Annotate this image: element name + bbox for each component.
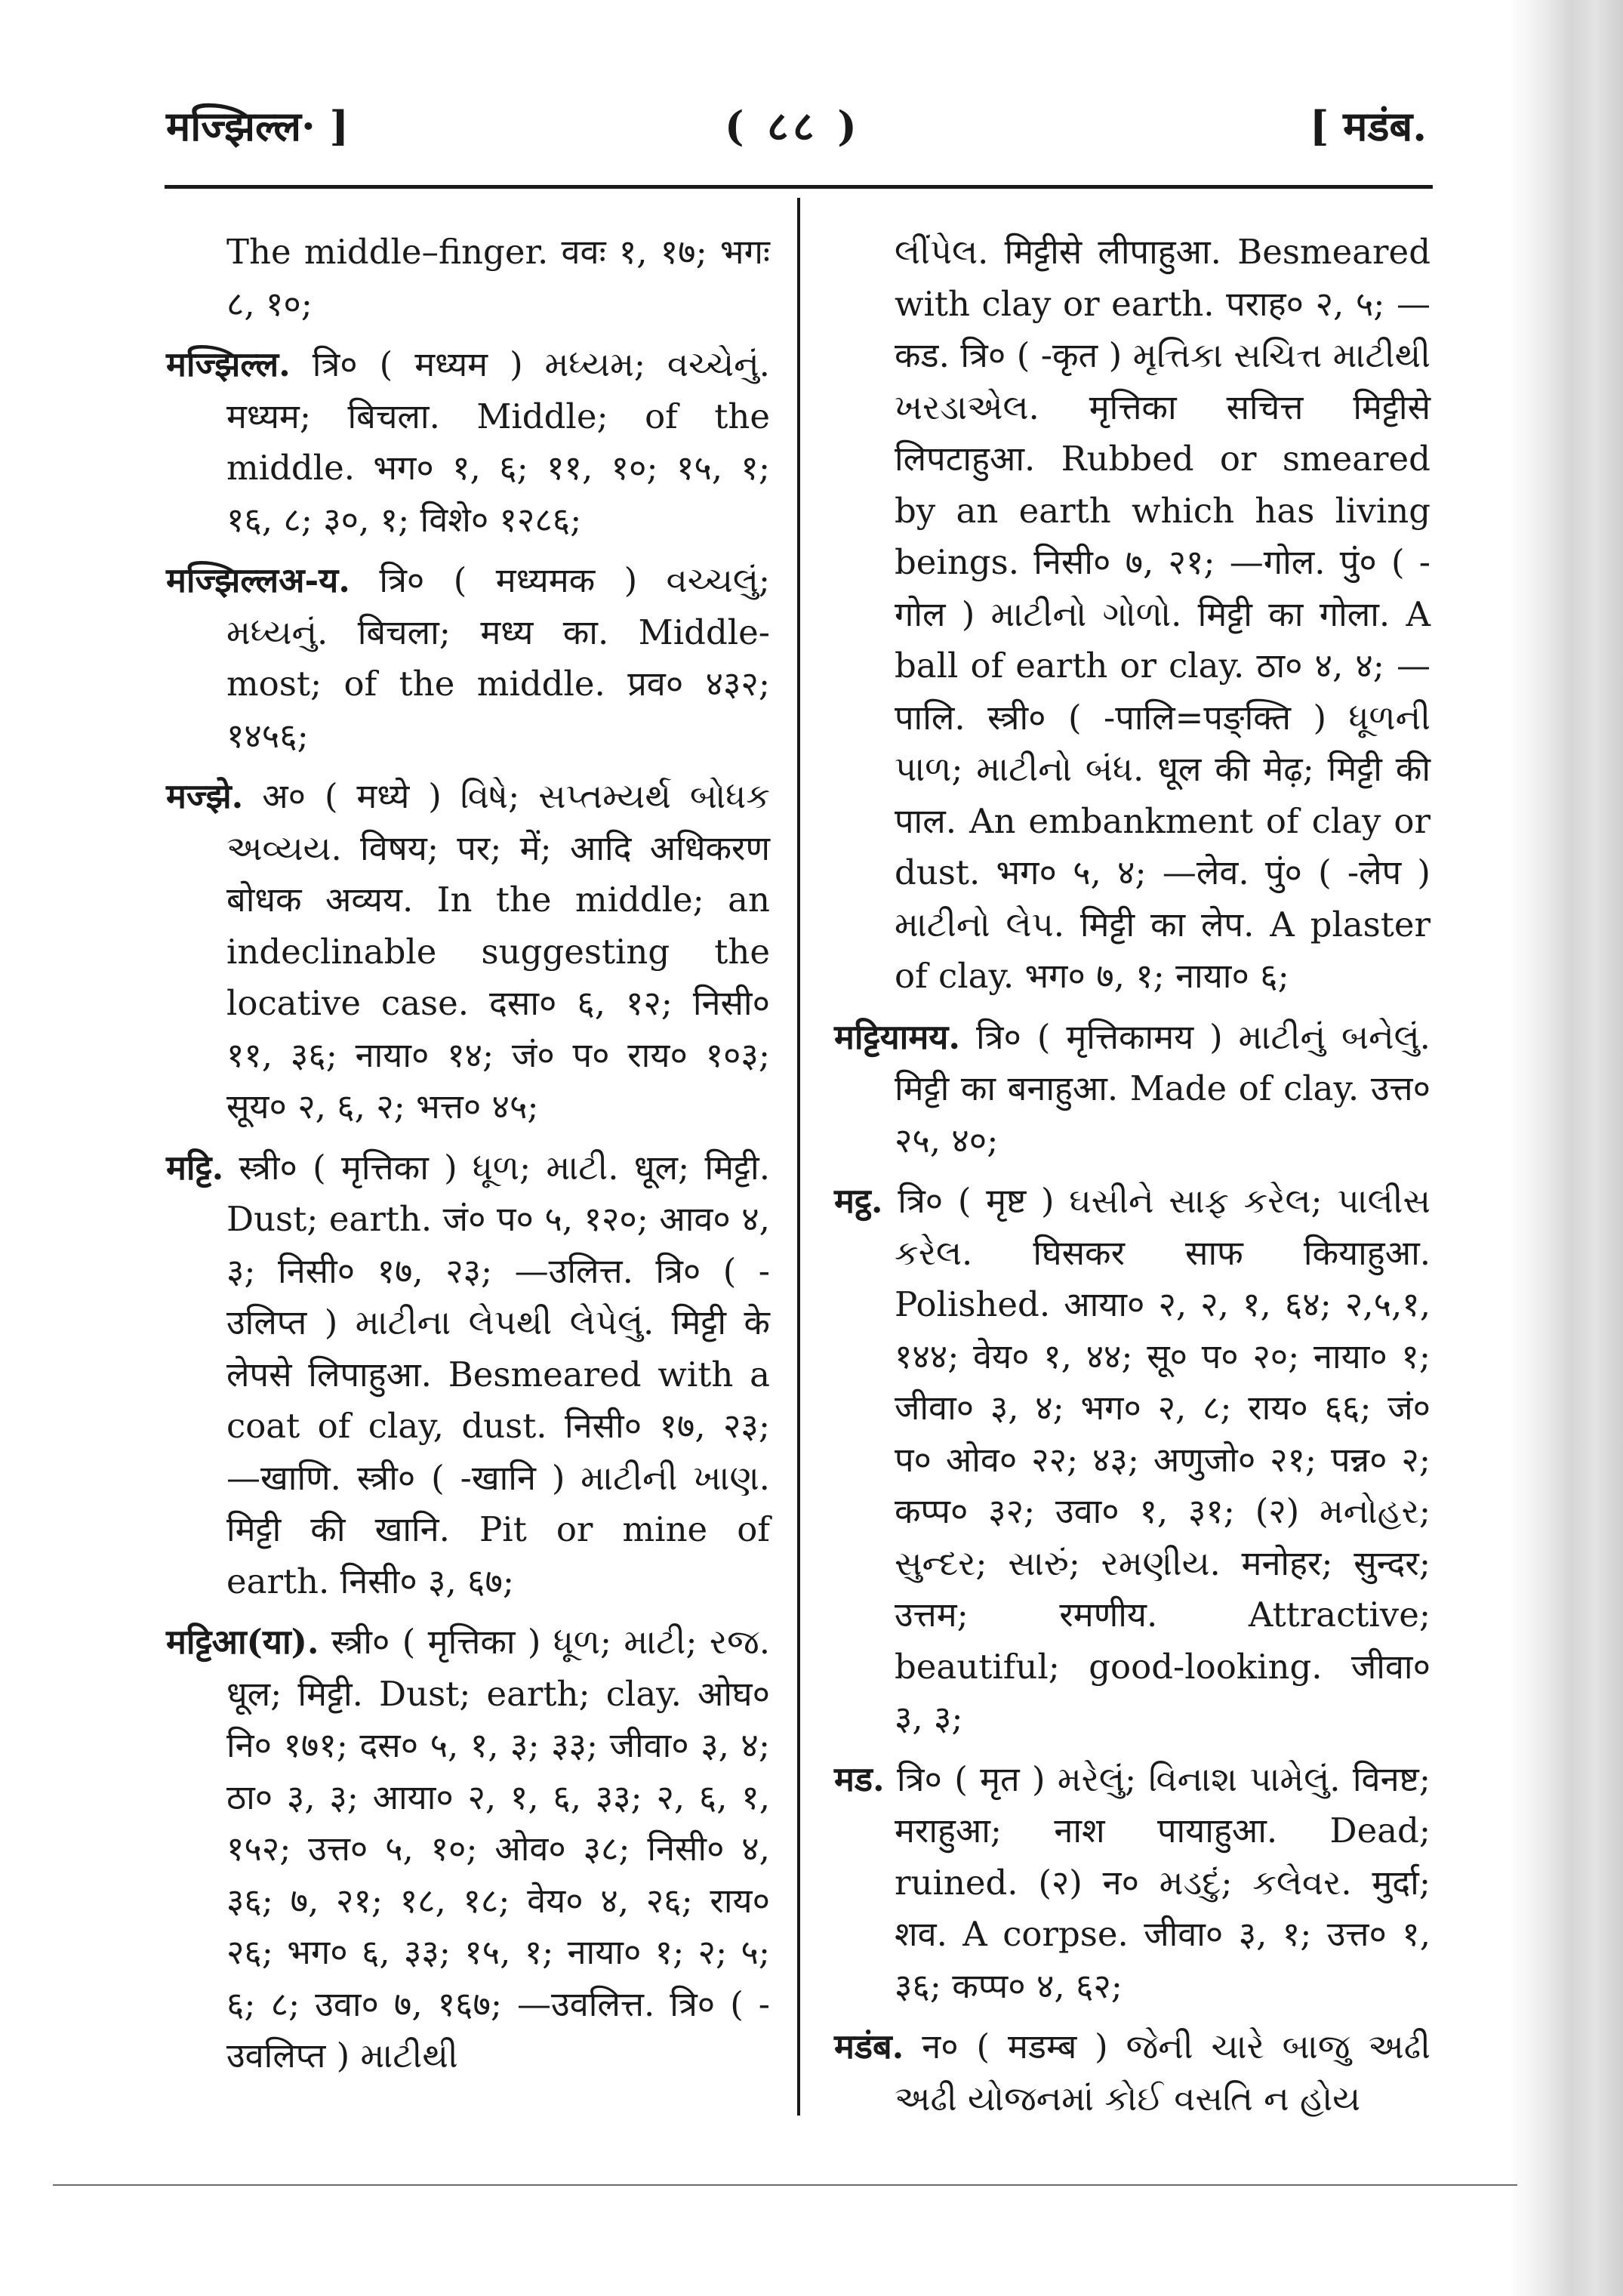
- dictionary-entry: [166, 1616, 770, 2082]
- entry-text: त्रि० ( मृत ) મરેલું; વિનાશ પામેલું. विनष्ट; मराहुआ; नाश पायाहुआ. Dead; ruined. (२) न० મડદું; કલેવર. मुर्दा; शव. A corpse. जीवा० ३, १; उत्त० १, ३६; कप्प० ४, ६२;: [884, 1758, 1431, 2006]
- page-header: [166, 89, 1427, 157]
- left-column: [166, 227, 770, 2091]
- entry-text: त्रि० ( मृष्ट ) ઘસીને સાફ કરેલ; પાલીસ કરેલ. घिसकर साफ कियाहुआ. Polished. आया० २, २, १, ६४; २,५,१, १४४; वेय० १, ४४; सू० प० २०; नाया० १; जीवा० ३, ४; भग० २, ८; राय० ६६; जं० प० ओव० २२; ४३; अणुजो० २१; पन्न० २; कप्प० ३२; उवा० १, ३१; (२) મનોહર; સુન્દર; સારું; રમણીય. मनोहर; सुन्दर; उत्तम; रमणीय. Attractive; beautiful; good-looking. जीवा० ३, ३;: [882, 1181, 1431, 1738]
- entry-text: त्रि० ( मध्यम ) મધ્યમ; વચ્ચેનું. मध्यम; बिचला. Middle; of the middle. भग० १, ६; ११, १०; १५, १; १६, ८; ३०, १; विशे० १२८६;: [226, 344, 770, 540]
- headword: मट्ठ.: [834, 1181, 883, 1221]
- dictionary-entry: [834, 2021, 1431, 2125]
- entry-text: अ० ( मध्ये ) વિષે; સપ્તમ્યર્થ બોધક અવ્યય. विषय; पर; में; आदि अधिकरण बोधक अव्यय. In the middle; an indeclinable suggesting the locative case. दसा० ६, १२; निसी० ११, ३६; नाया० १४; जं० प० राय० १०३; सूय० २, ६, २; भत्त० ४५;: [226, 776, 770, 1126]
- entry-text: स्त्री० ( मृत्तिका ) ધૂળ; માટી; રજ. धूल; मिट्टी. Dust; earth; clay. ओघ० नि० १७१; दस० ५, १, ३; ३३; जीवा० ३, ४; ठा० ३, ३; आया० २, १, ६, ३३; २, ६, १, १५२; उत्त० ५, १०; ओव० ३८; निसी० ४, ३६; ७, २१; १८, १८; वेय० ४, २६; राय० २६; भग० ६, ३३; १५, १; नाया० १; २; ५; ६; ८; उवा० ७, १६७; —उवलित्त. त्रि० ( -उवलिप्त ) માટીથી: [226, 1622, 770, 2076]
- headword: मट्टिआ(या).: [166, 1622, 319, 1662]
- dictionary-entry: [834, 1754, 1431, 2013]
- page-edge-shadow: [1510, 0, 1623, 2296]
- entry-text: स्त्री० ( मृत्तिका ) ધૂળ; માટી. धूल; मिट्टी. Dust; earth. जं० प० ५, १२०; आव० ४, ३; निसी० १७, २३; —उलित्त. त्रि० ( -उलिप्त ) માટીના લેપથી લેપેલું. मिट्टी के लेपसे लिपाहुआ. Besmeared with a coat of clay, dust. निसी० १७, २३; —खाणि. स्त्री० ( -खानि ) માટીની ખાણ. मिट्टी की खानि. Pit or mine of earth. निसी० ३, ६७;: [223, 1147, 770, 1601]
- entry-text: त्रि० ( मृत्तिकामय ) માટીનું બનેલું. मिट्टी का बनाहुआ. Made of clay. उत्त० २५, ४०;: [895, 1016, 1431, 1160]
- continued-entry: The middle–finger. ववः १, १७; भगः ८, १०;: [226, 232, 770, 324]
- entry-text: त्रि० ( मध्यमक ) વચ્ચલું; મધ્યનું. बिचला; मध्य का. Middle-most; of the middle. प्रव० ४३२; १४५६;: [226, 560, 770, 756]
- dictionary-entry: [834, 1176, 1431, 1745]
- headword: मडंब.: [834, 2026, 904, 2066]
- headword: मट्टियामय.: [834, 1016, 961, 1057]
- headword: मट्टि.: [166, 1147, 224, 1188]
- page-bottom-edge: [53, 2184, 1517, 2186]
- entry-text: न० ( मडम्ब ) જેની ચારે બાજુ અઢી અઢી યોજનમાં કોઈ વસતિ ન હોય: [895, 2026, 1431, 2119]
- header-rule: [165, 185, 1433, 189]
- page-number: ( ८८ ): [725, 102, 861, 150]
- column-divider: [797, 198, 800, 2116]
- headword: मज्झिल्लअ-य.: [166, 560, 350, 600]
- header-right-guideword: [ मडंब.: [1309, 102, 1427, 150]
- dictionary-entry: [166, 1142, 770, 1608]
- header-left-guideword: मज्झिल्ल· ]: [166, 102, 350, 150]
- dictionary-entry: [166, 771, 770, 1133]
- right-column: [834, 227, 1431, 2134]
- headword: मज्झे.: [166, 776, 244, 816]
- dictionary-entry: [166, 555, 770, 762]
- dictionary-entry: [834, 1012, 1431, 1167]
- headword: मड.: [834, 1758, 885, 1799]
- dictionary-entry: [166, 339, 770, 546]
- headword: मज्झिल्ल.: [166, 344, 291, 384]
- continued-entry: લીંપેલ. मिट्टीसे लीपाहुआ. Besmeared with clay or earth. पराह० २, ५; —कड. त्रि० ( -कृत ) મૃત્તિકા સચિત્ત માટીથી ખરડાએલ. मृत्तिका सचित्त मिट्टीसे लिपटाहुआ. Rubbed or smeared by an earth which has living beings. निसी० ७, २१; —गोल. पुं० ( -गोल ) માટીનો ગોળો. मिट्टी का गोला. A ball of earth or clay. ठा० ४, ४; —पालि. स्त्री० ( -पालि=पङ्क्ति ) ધૂળની પાળ; માટીનો બંધ. धूल की मेढ़; मिट्टी की पाल. An embankment of clay or dust. भग० ५, ४; —लेव. पुं० ( -लेप ) માટીનો લેપ. मिट्टी का लेप. A plaster of clay. भग० ७, १; नाया० ६;: [895, 232, 1431, 996]
